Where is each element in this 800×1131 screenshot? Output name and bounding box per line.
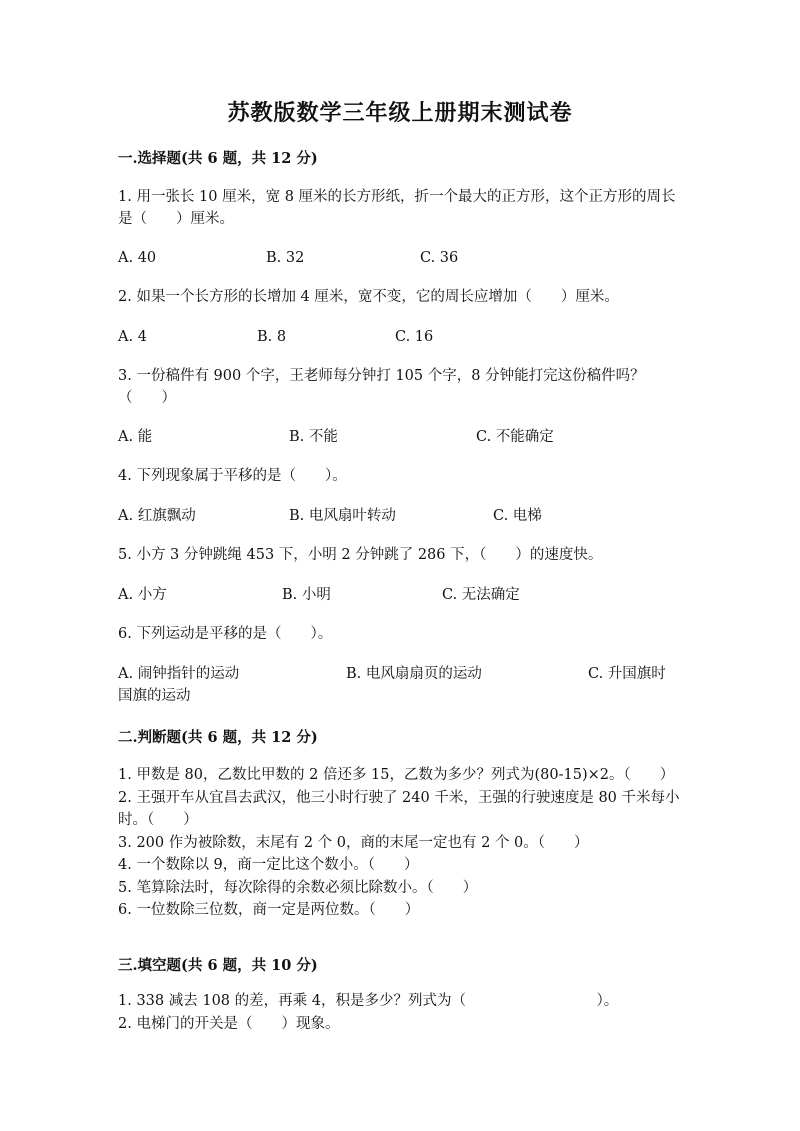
fill-blank-list xyxy=(118,990,684,1035)
judgement-list xyxy=(118,764,684,922)
section-heading-judgement: 二.判断题(共 6 题，共 12 分) xyxy=(118,729,318,746)
options-5 xyxy=(118,584,684,606)
question-5: 5. 小方 3 分钟跳绳 453 下，小明 2 分钟跳了 286 下，（ ）的速度快。 xyxy=(118,547,603,563)
list-item: 3. 200 作为被除数，末尾有 2 个 0，商的末尾一定也有 2 个 0。（ ） xyxy=(118,834,589,851)
section-heading-fill-blank: 三.填空题(共 6 题，共 10 分) xyxy=(118,957,318,974)
option-a: A. 红旗飘动 xyxy=(118,508,196,524)
question-2: 2. 如果一个长方形的长增加 4 厘米，宽不变，它的周长应增加（ ）厘米。 xyxy=(118,289,619,305)
options-6 xyxy=(118,663,684,707)
option-c: C. 升国旗时 xyxy=(588,666,666,682)
option-b: B. 电风扇扇页的运动 xyxy=(346,666,482,682)
list-item: 2. 电梯门的开关是（ ）现象。 xyxy=(118,1015,340,1032)
option-b: B. 电风扇叶转动 xyxy=(289,508,396,524)
options-3 xyxy=(118,426,684,448)
option-a: A. 闹钟指针的运动 xyxy=(118,666,240,682)
question-6: 6. 下列运动是平移的是（ ）。 xyxy=(118,626,333,642)
options-1 xyxy=(118,247,684,269)
option-a: A. 小方 xyxy=(118,587,167,603)
option-c-continued: 国旗的运动 xyxy=(118,688,191,704)
list-item: 1. 338 减去 108 的差，再乘 4，积是多少？列式为（ ）。 xyxy=(118,993,619,1009)
page-title: 苏教版数学三年级上册期末测试卷 xyxy=(227,100,573,126)
list-item: 1. 甲数是 80，乙数比甲数的 2 倍还多 15，乙数为多少？列式为(80-15)×2。（ ） xyxy=(118,767,675,783)
option-b: B. 小明 xyxy=(282,587,331,603)
option-c: C. 36 xyxy=(420,250,459,266)
option-b: B. 8 xyxy=(257,329,287,345)
list-item: 4. 一个数除以 9，商一定比这个数小。（ ） xyxy=(118,857,419,873)
question-1: 1. 用一张长 10 厘米，宽 8 厘米的长方形纸，折一个最大的正方形，这个正方形的周长是（ ）厘米。 xyxy=(118,189,676,227)
option-c: C. 不能确定 xyxy=(476,429,554,445)
section-heading-choice: 一.选择题(共 6 题，共 12 分) xyxy=(118,150,318,167)
list-item: 6. 一位数除三位数，商一定是两位数。（ ） xyxy=(118,902,420,918)
question-3: 3. 一份稿件有 900 个字，王老师每分钟打 105 个字，8 分钟能打完这份稿件吗？（ ） xyxy=(118,368,645,406)
option-c: C. 16 xyxy=(395,329,434,345)
option-c: C. 无法确定 xyxy=(442,587,520,603)
question-4: 4. 下列现象属于平移的是（ ）。 xyxy=(118,468,347,484)
option-a: A. 4 xyxy=(118,329,147,345)
option-b: B. 32 xyxy=(266,250,305,266)
option-b: B. 不能 xyxy=(289,429,338,445)
option-a: A. 能 xyxy=(118,429,153,445)
options-2 xyxy=(118,326,684,348)
list-item: 5. 笔算除法时，每次除得的余数必须比除数小。（ ） xyxy=(118,879,478,896)
option-a: A. 40 xyxy=(118,250,157,266)
options-4 xyxy=(118,505,684,527)
list-item: 2. 王强开车从宜昌去武汉，他三小时行驶了 240 千米，王强的行驶速度是 80 千米每小时。（ ） xyxy=(118,789,680,828)
option-c: C. 电梯 xyxy=(493,508,542,524)
